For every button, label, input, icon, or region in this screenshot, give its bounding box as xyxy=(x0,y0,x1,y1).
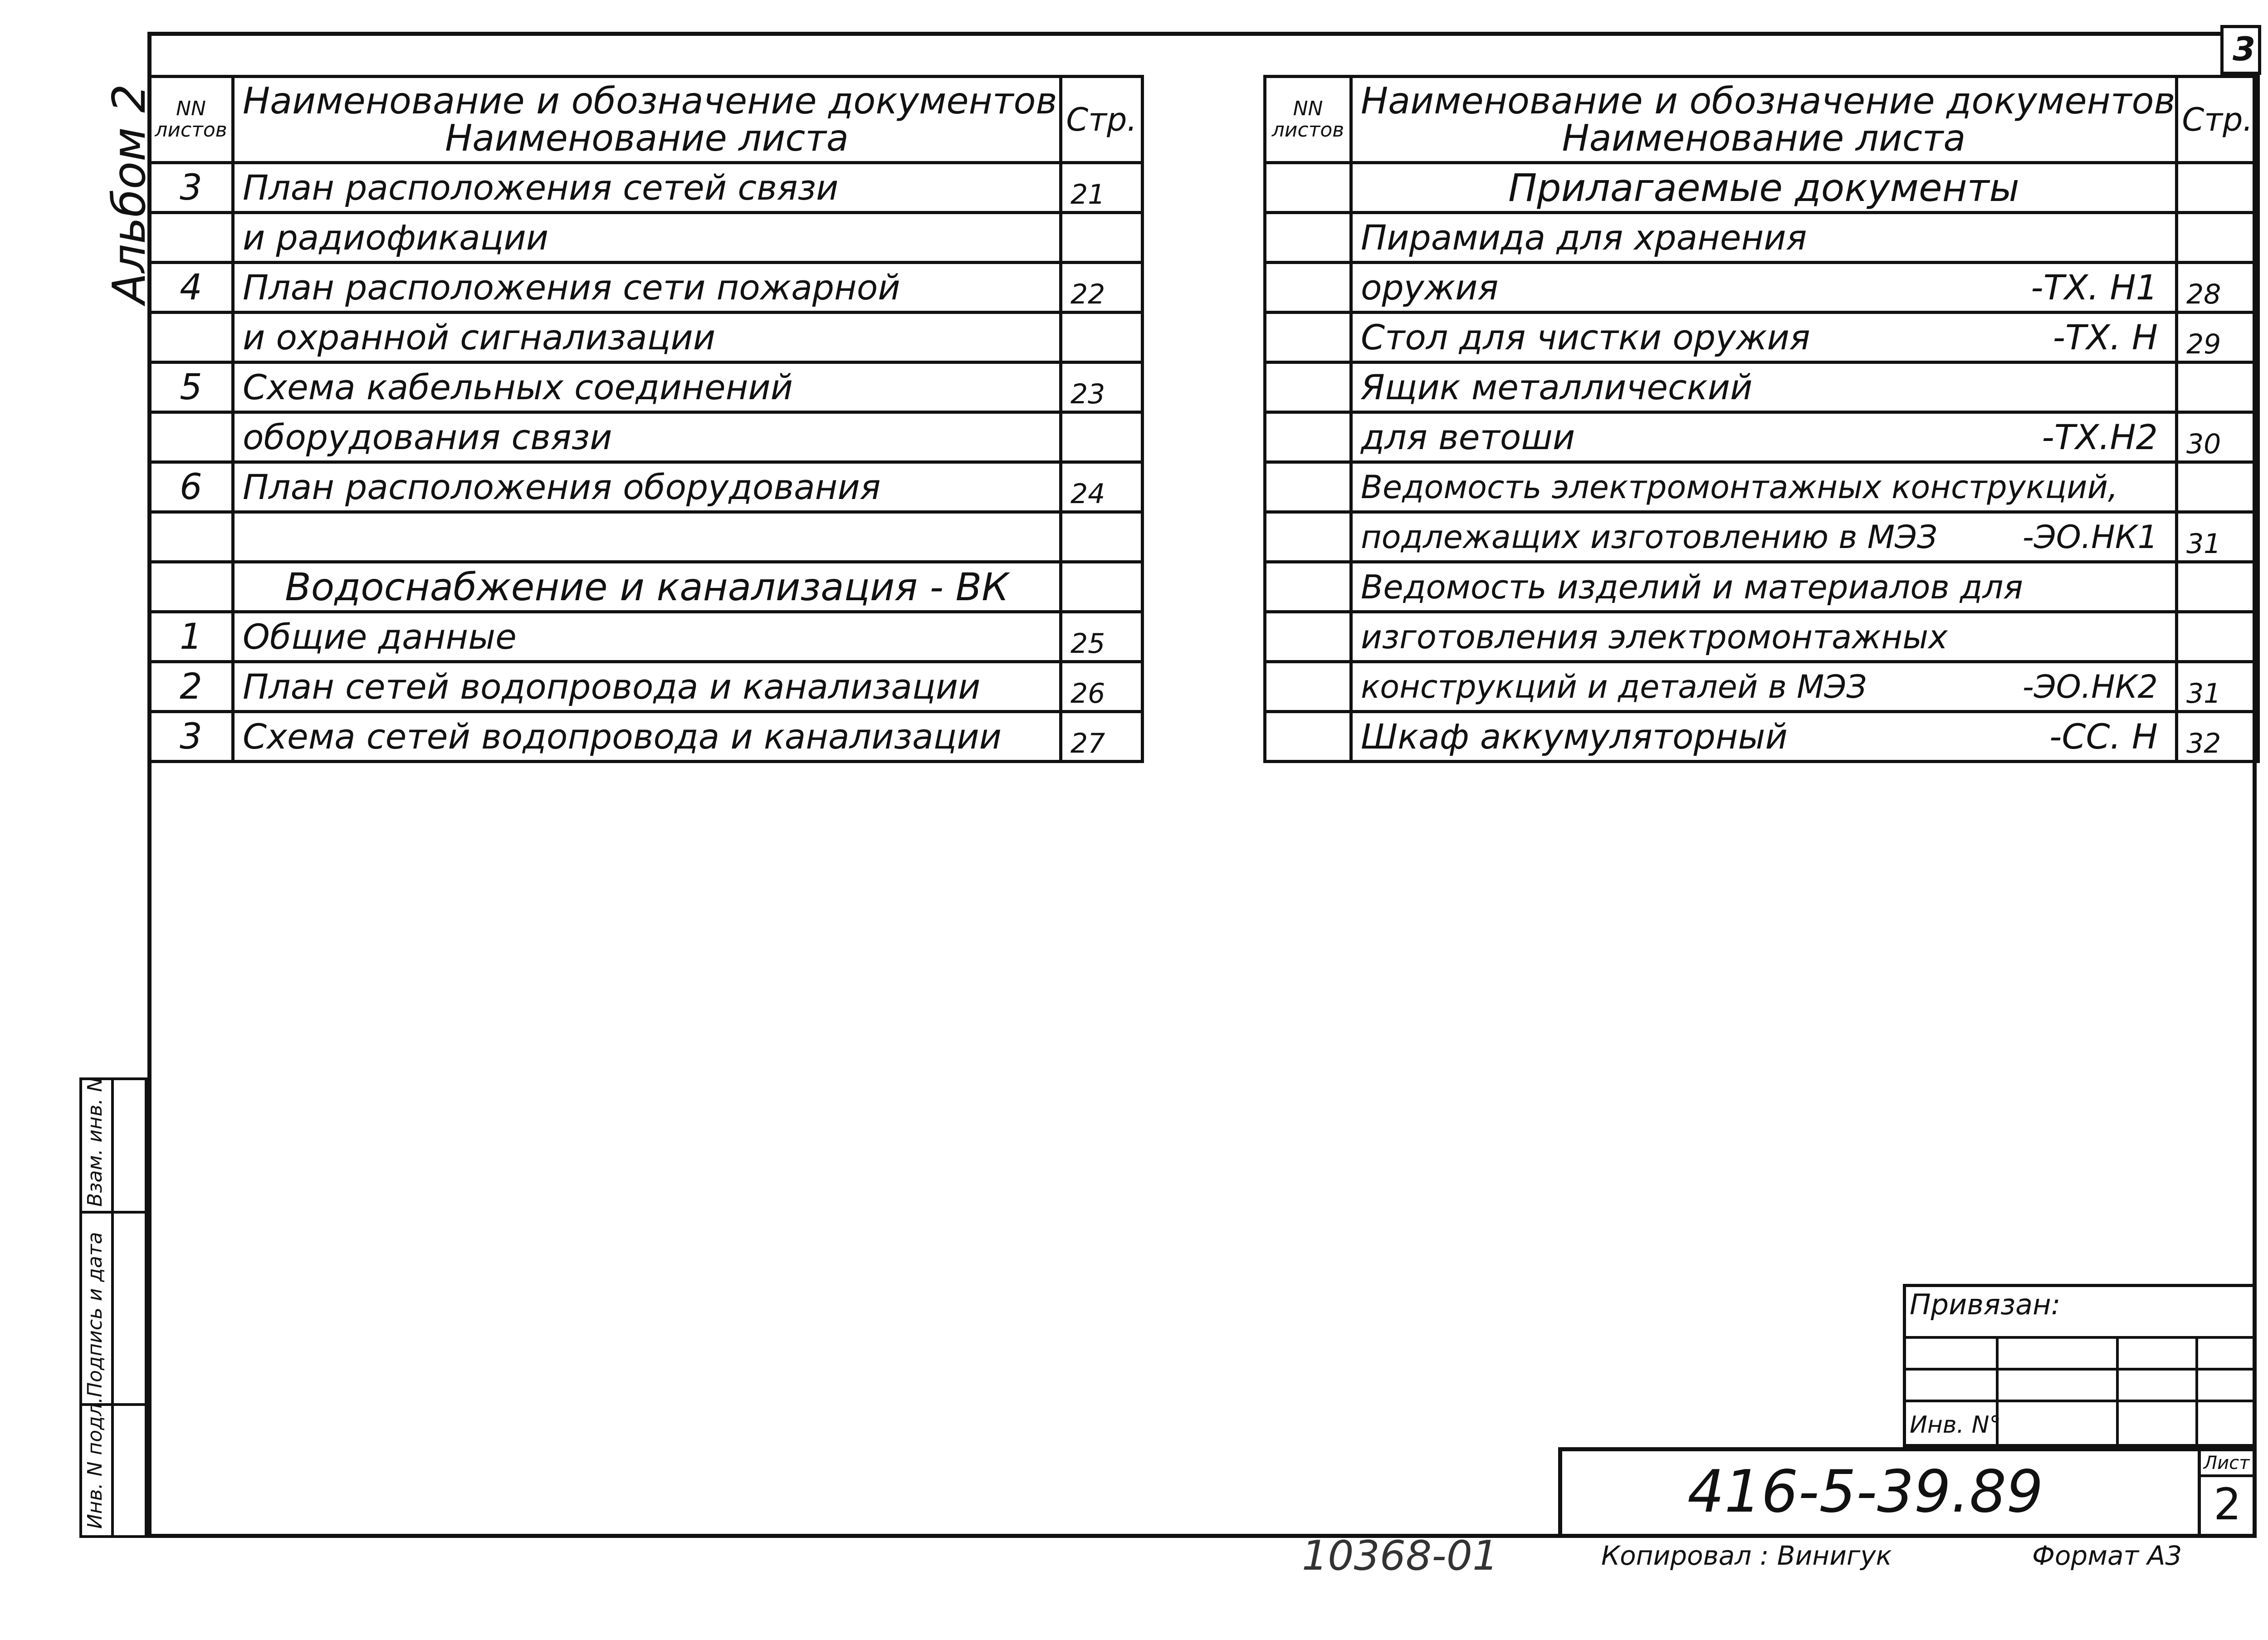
table-row xyxy=(1265,362,2258,412)
row-code: -СС. Н xyxy=(2049,716,2158,757)
table-row xyxy=(1265,412,2258,462)
right-header-name-line1: Наименование и обозначение документов xyxy=(1361,79,2175,122)
album-label: Альбом 2 xyxy=(103,84,156,304)
table-row xyxy=(149,662,1143,712)
row-page xyxy=(2177,462,2258,512)
table-row xyxy=(1265,512,2258,562)
right-table-header xyxy=(1265,77,2258,163)
row-name-cell xyxy=(1351,612,2177,662)
row-name: Стол для чистки оружия xyxy=(1361,317,1810,357)
row-page xyxy=(1061,313,1143,362)
binding-line-1 xyxy=(1903,1336,2257,1339)
row-page xyxy=(1061,213,1143,263)
table-row xyxy=(149,313,1143,362)
binding-vline-3 xyxy=(2195,1336,2198,1447)
row-num: 3 xyxy=(149,712,233,762)
side-stamp-label-replace: Взам. инв. N xyxy=(83,1077,107,1207)
table-row xyxy=(149,712,1143,762)
row-code: -ЭО.НК1 xyxy=(2022,518,2158,556)
left-header-name-line1: Наименование и обозначение документов xyxy=(243,79,1057,122)
row-page: 26 xyxy=(1061,662,1143,712)
row-name-cell xyxy=(1351,263,2177,313)
right-contents-table xyxy=(1263,75,2260,763)
binding-inv-label: Инв. N° xyxy=(1910,1411,2001,1439)
row-name: Шкаф аккумуляторный xyxy=(1361,716,1788,757)
row-num xyxy=(1265,213,1351,263)
row-page: 27 xyxy=(1061,712,1143,762)
row-code: -ТХ.Н2 xyxy=(2042,417,2158,457)
table-row xyxy=(1265,712,2258,762)
row-page: 31 xyxy=(2177,662,2258,712)
right-header-name-line2: Наименование листа xyxy=(1562,117,1966,159)
row-num xyxy=(1265,263,1351,313)
row-name: Схема сетей водопровода и канализации xyxy=(233,712,1061,762)
row-name: оборудования связи xyxy=(233,412,1061,462)
left-header-page: Стр. xyxy=(1061,77,1143,163)
section-heading: Водоснабжение и канализация - ВК xyxy=(233,562,1061,612)
row-page: 29 xyxy=(2177,313,2258,362)
left-contents-table xyxy=(147,75,1144,763)
row-name-cell xyxy=(1351,662,2177,712)
row-page: 32 xyxy=(2177,712,2258,762)
table-row xyxy=(1265,662,2258,712)
table-row xyxy=(149,512,1143,562)
copied-by: Копировал : Винигук xyxy=(1601,1540,1892,1571)
row-num xyxy=(1265,313,1351,362)
left-header-name xyxy=(233,77,1061,163)
binding-line-3 xyxy=(1903,1400,2257,1402)
table-row xyxy=(1265,263,2258,313)
table-row xyxy=(149,612,1143,662)
row-page: 22 xyxy=(1061,263,1143,313)
row-page: 30 xyxy=(2177,412,2258,462)
row-num xyxy=(149,213,233,263)
table-row xyxy=(1265,213,2258,263)
row-page xyxy=(1061,412,1143,462)
title-block-sheet-divider xyxy=(2198,1474,2257,1477)
row-num: 6 xyxy=(149,462,233,512)
row-name-cell xyxy=(1351,313,2177,362)
row-name: и охранной сигнализации xyxy=(233,313,1061,362)
row-page xyxy=(2177,362,2258,412)
row-name-cell xyxy=(1351,562,2177,612)
row-num xyxy=(1265,612,1351,662)
row-num xyxy=(149,313,233,362)
sheet-label: Лист xyxy=(2204,1453,2250,1474)
row-num: 5 xyxy=(149,362,233,412)
left-header-name-line2: Наименование листа xyxy=(445,117,849,159)
row-name: План расположения оборудования xyxy=(233,462,1061,512)
row-num xyxy=(1265,163,1351,213)
left-header-num-text: NN листов xyxy=(155,97,227,142)
row-name-cell xyxy=(1351,712,2177,762)
row-num: 1 xyxy=(149,612,233,662)
row-name: План расположения сетей связи xyxy=(233,163,1061,213)
row-name: Схема кабельных соединений xyxy=(233,362,1061,412)
table-row xyxy=(149,462,1143,512)
right-header-num xyxy=(1265,77,1351,163)
row-name-cell xyxy=(1351,512,2177,562)
row-name: Прилагаемые документы xyxy=(1508,165,2019,210)
row-page xyxy=(1061,562,1143,612)
row-num xyxy=(149,512,233,562)
table-row xyxy=(149,263,1143,313)
table-row-section xyxy=(1265,163,2258,213)
row-page xyxy=(2177,612,2258,662)
row-page: 24 xyxy=(1061,462,1143,512)
side-stamp-label-sign: Подпись и дата xyxy=(83,1232,107,1397)
left-table-header xyxy=(149,77,1143,163)
row-name-cell xyxy=(1351,462,2177,512)
row-code: -ТХ. Н1 xyxy=(2031,267,2158,308)
row-name-cell xyxy=(1351,362,2177,412)
binding-vline-2 xyxy=(2116,1336,2119,1447)
row-num xyxy=(149,412,233,462)
row-page: 31 xyxy=(2177,512,2258,562)
title-block-divider xyxy=(2198,1447,2201,1538)
row-name: План расположения сети пожарной xyxy=(233,263,1061,313)
row-code: -ТХ. Н xyxy=(2053,317,2158,357)
side-stamp-inner-line xyxy=(111,1077,114,1538)
row-name: Ведомость изделий и материалов для xyxy=(1361,568,2023,606)
row-code: -ЭО.НК2 xyxy=(2022,668,2158,705)
row-name xyxy=(233,512,1061,562)
row-name: для ветоши xyxy=(1361,417,1575,457)
table-row xyxy=(1265,612,2258,662)
table-row xyxy=(149,362,1143,412)
row-num: 2 xyxy=(149,662,233,712)
table-row xyxy=(1265,562,2258,612)
row-num: 3 xyxy=(149,163,233,213)
table-row xyxy=(149,412,1143,462)
sheet-number: 2 xyxy=(2214,1479,2242,1530)
right-header-page: Стр. xyxy=(2177,77,2258,163)
row-num xyxy=(149,562,233,612)
row-name: Ведомость электромонтажных конструкций, xyxy=(1361,468,2118,506)
row-num xyxy=(1265,662,1351,712)
right-header-name xyxy=(1351,77,2177,163)
row-name: подлежащих изготовлению в МЭЗ xyxy=(1361,518,1937,556)
row-page xyxy=(2177,163,2258,213)
row-name: План сетей водопровода и канализации xyxy=(233,662,1061,712)
row-page: 23 xyxy=(1061,362,1143,412)
document-designation: 416-5-39.89 xyxy=(1687,1458,2043,1526)
side-stamp-label-inv: Инв. N подл. xyxy=(83,1397,107,1529)
row-page: 25 xyxy=(1061,612,1143,662)
row-name-cell xyxy=(1351,213,2177,263)
row-name: Пирамида для хранения xyxy=(1361,217,1807,258)
row-page xyxy=(1061,512,1143,562)
row-page xyxy=(2177,213,2258,263)
row-num: 4 xyxy=(149,263,233,313)
table-row xyxy=(1265,462,2258,512)
row-name: Общие данные xyxy=(233,612,1061,662)
corner-number: 3 xyxy=(2233,30,2256,68)
binding-line-2 xyxy=(1903,1368,2257,1371)
section-heading xyxy=(1351,163,2177,213)
table-row-section xyxy=(149,562,1143,612)
format-label: Формат А3 xyxy=(2032,1540,2182,1571)
row-num xyxy=(1265,462,1351,512)
order-number: 10368-01 xyxy=(1302,1532,1499,1580)
row-num xyxy=(1265,712,1351,762)
row-name: Ящик металлический xyxy=(1361,367,1753,407)
row-name: оружия xyxy=(1361,267,1499,308)
row-name-cell xyxy=(1351,412,2177,462)
row-name: конструкций и деталей в МЭЗ xyxy=(1361,668,1867,705)
right-header-num-text: NN листов xyxy=(1271,97,1344,142)
row-name: и радиофикации xyxy=(233,213,1061,263)
table-row xyxy=(149,163,1143,213)
table-row xyxy=(1265,313,2258,362)
row-page: 21 xyxy=(1061,163,1143,213)
row-num xyxy=(1265,562,1351,612)
row-page: 28 xyxy=(2177,263,2258,313)
left-header-num xyxy=(149,77,233,163)
binding-label: Привязан: xyxy=(1910,1288,2061,1321)
row-name: изготовления электромонтажных xyxy=(1361,617,1948,656)
table-row xyxy=(149,213,1143,263)
row-num xyxy=(1265,362,1351,412)
row-num xyxy=(1265,412,1351,462)
row-num xyxy=(1265,512,1351,562)
row-page xyxy=(2177,562,2258,612)
